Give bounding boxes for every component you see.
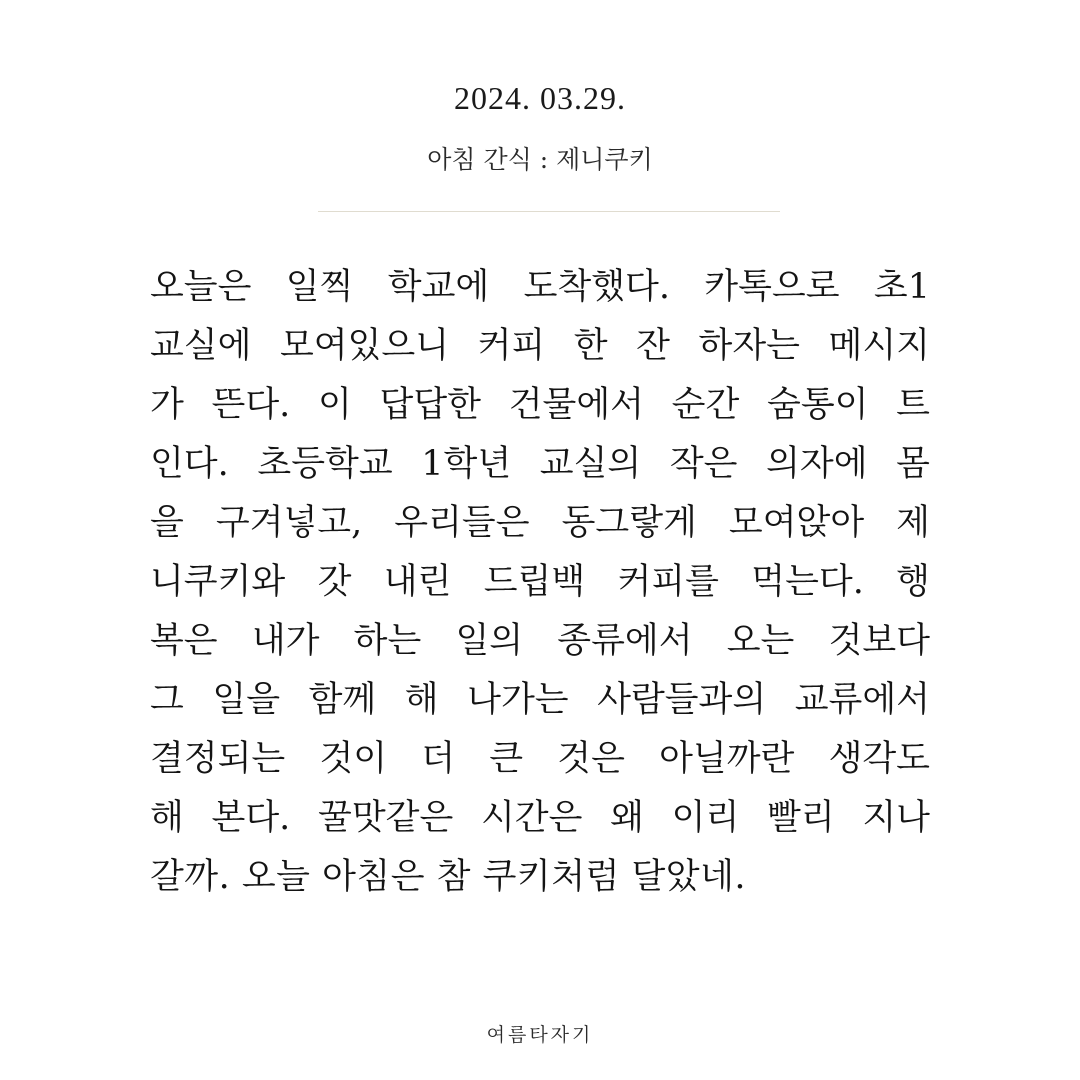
body-line: 을 구겨넣고, 우리들은 동그랗게 모여앉아 제: [150, 503, 930, 543]
author-signature: 여름타자기: [486, 1024, 594, 1046]
body-line: 해 본다. 꿀맛같은 시간은 왜 이리 빨리 지나: [150, 798, 930, 838]
body-line: 복은 내가 하는 일의 종류에서 오는 것보다: [150, 621, 930, 661]
body-line: 니쿠키와 갓 내린 드립백 커피를 먹는다. 행: [150, 562, 930, 602]
body-line: 오늘은 일찍 학교에 도착했다. 카톡으로 초1: [150, 267, 930, 307]
diary-subtitle: 아침 간식 : 제니쿠키: [427, 145, 653, 174]
body-line: 가 뜬다. 이 답답한 건물에서 순간 숨통이 트: [150, 385, 930, 425]
body-line: 교실에 모여있으니 커피 한 잔 하자는 메시지: [150, 326, 930, 366]
diary-date: 2024. 03.29.: [454, 80, 626, 116]
header-divider: [318, 211, 780, 212]
body-line: 그 일을 함께 해 나가는 사람들과의 교류에서: [150, 680, 930, 720]
body-line: 갈까. 오늘 아침은 참 쿠키처럼 달았네.: [150, 857, 747, 897]
diary-body: [150, 258, 930, 907]
body-line: 인다. 초등학교 1학년 교실의 작은 의자에 몸: [150, 444, 930, 484]
body-line: 결정되는 것이 더 큰 것은 아닐까란 생각도: [150, 739, 930, 779]
